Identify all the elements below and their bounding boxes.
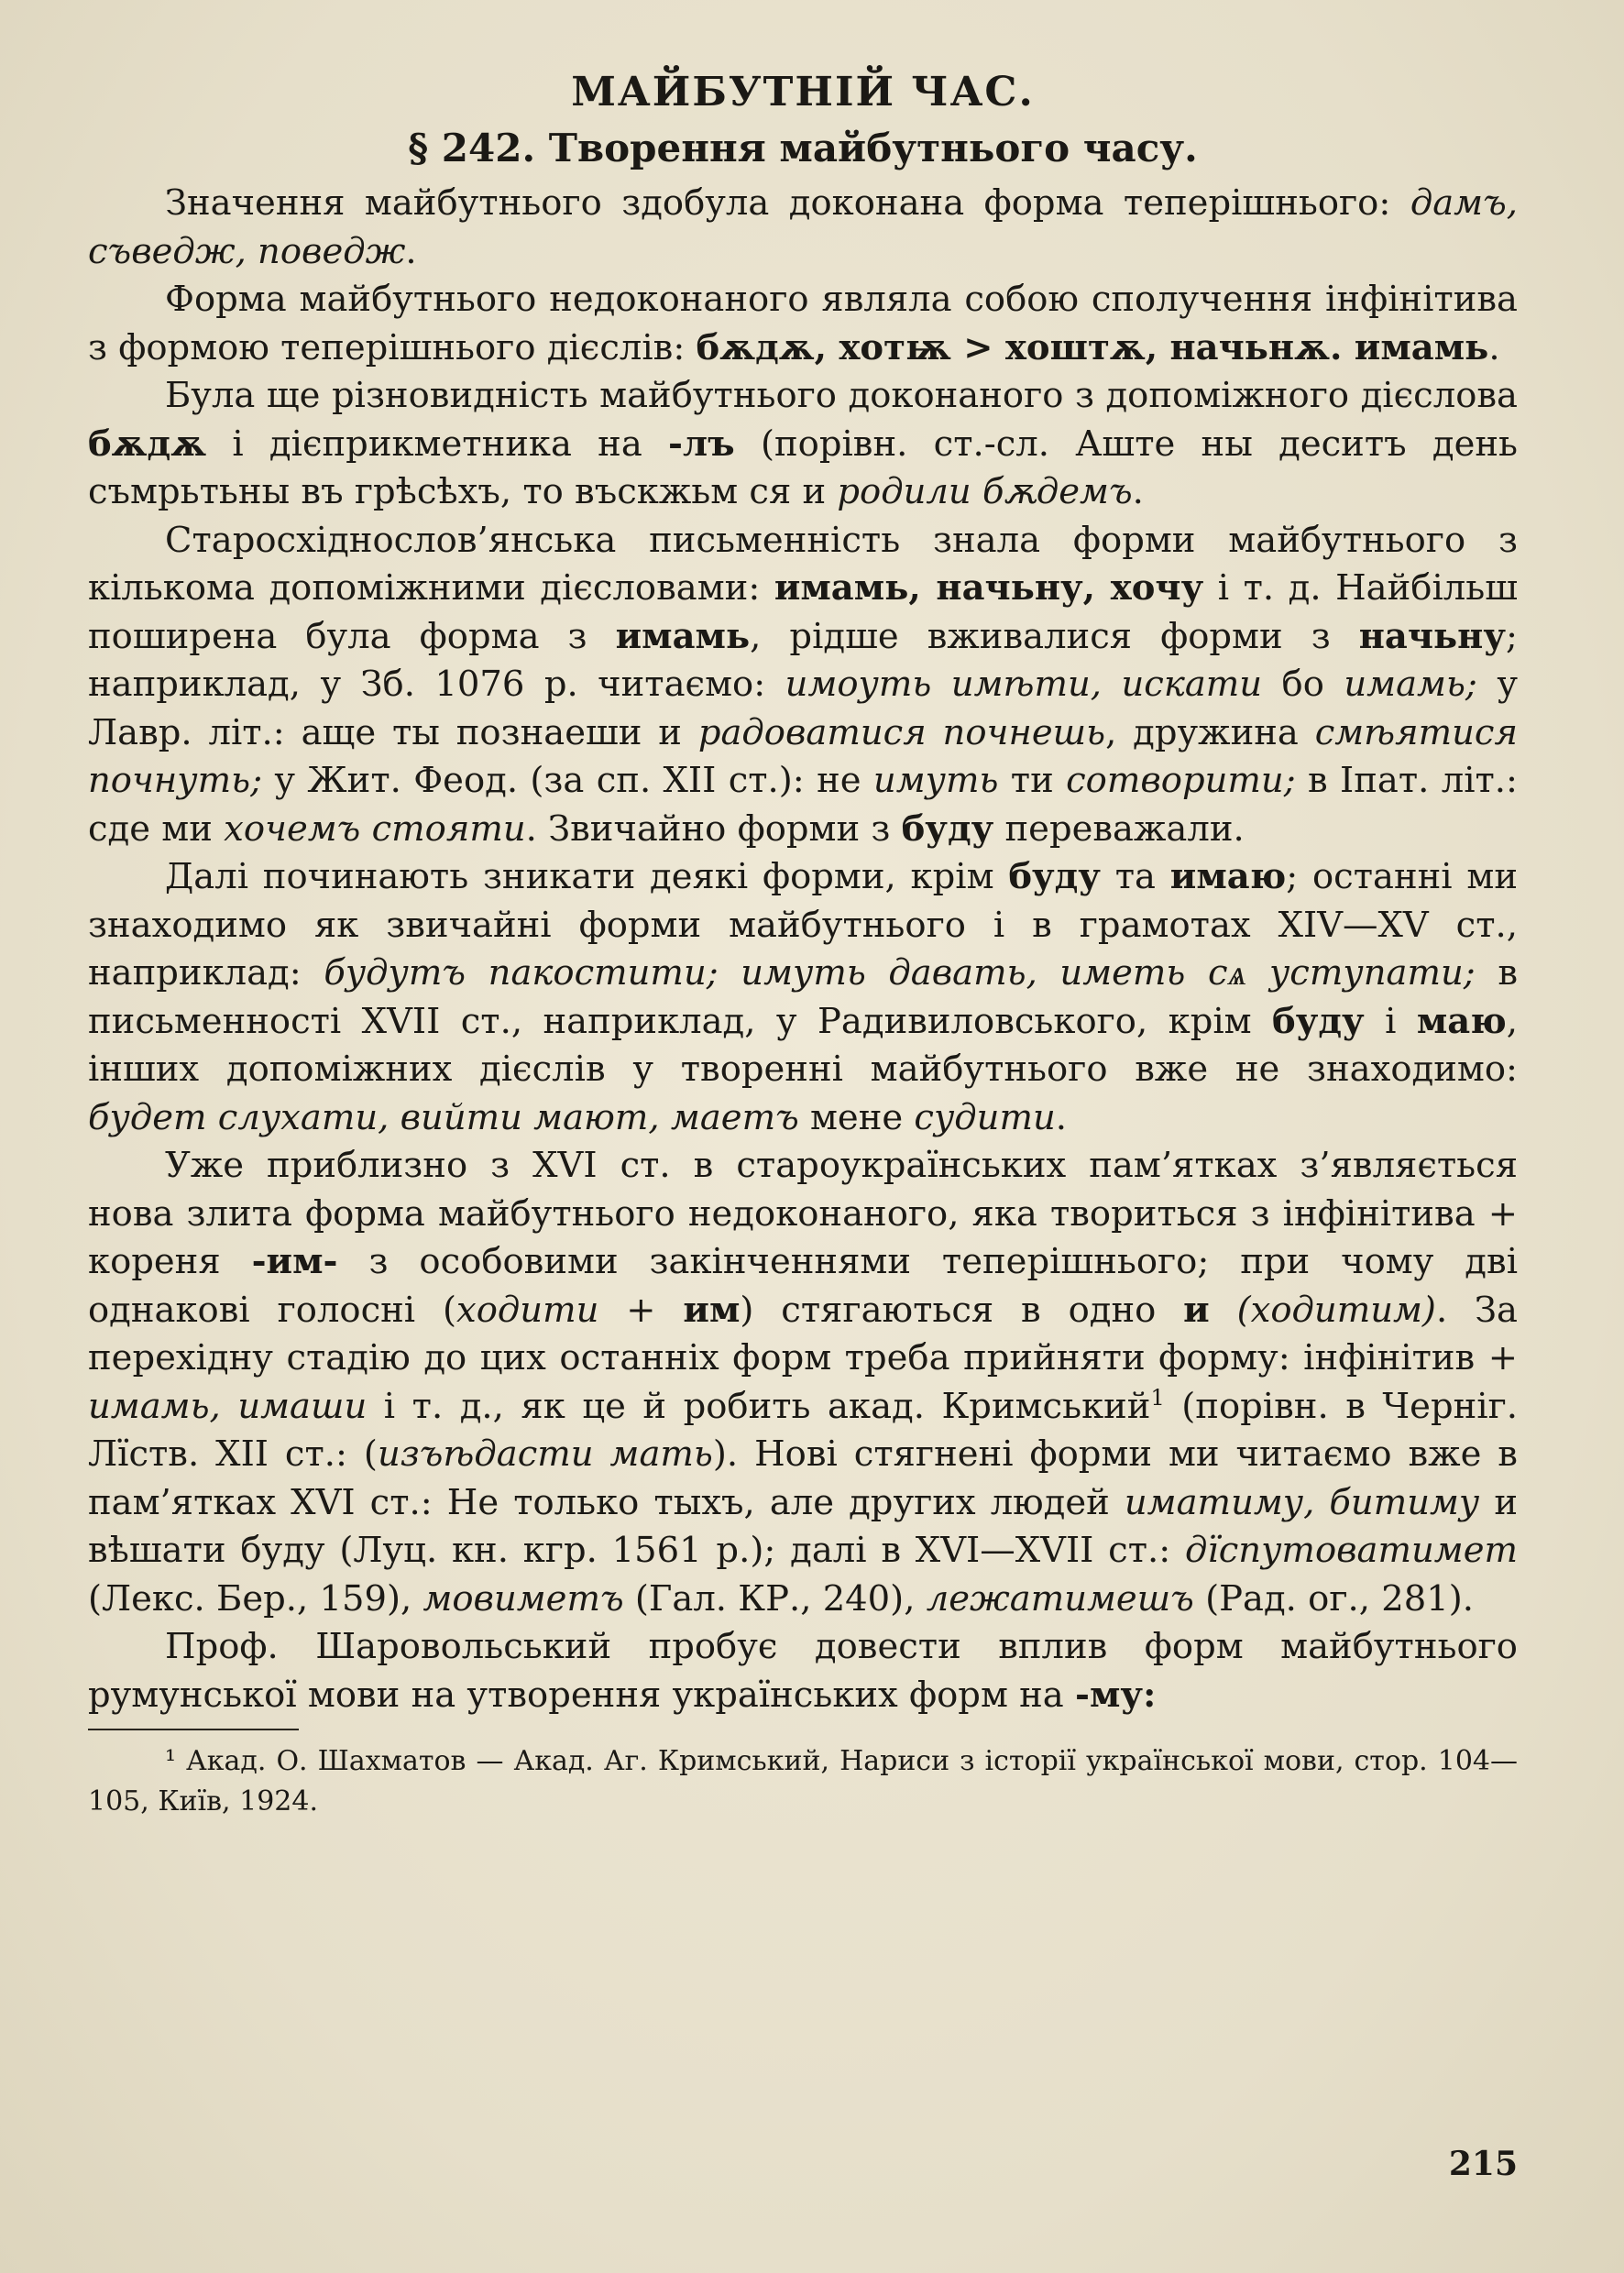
paragraph-4: Старосхіднослов’янська письменність знала форми майбутнього з кількома допоміжними дієсловами: имамь, начьну, хочу і т. д. Найбільш поширена була форма з имамь, рідше вживалися форми з начьну; наприклад, у Зб. 1076 р. читаємо: имоуть имѣти, искати бо имамь; у Лавр. літ.: аще ты познаеши и радоватися почнешь, дружина смѣятися почнуть; у Жит. Феод. (за сп. XII ст.): не имуть ти сотворити; в Іпат. літ.: сде ми хочемъ стояти. Звичайно форми з буду переважали. xyxy=(88,519,1519,850)
chapter-title: МАЙБУТНІЙ ЧАС. xyxy=(571,69,1035,115)
paragraph-1: Значення майбутнього здобула доконана форма теперішнього: дамъ, съведж, поведж. xyxy=(88,182,1518,272)
paragraph-5: Далі починають зникати деякі форми, крім буду та имаю; останні ми знаходимо як звичайні форми майбутнього і в грамотах XIV—XV ст., наприклад: будутъ пакостити; имуть давать, иметь сѧ уступати; в письменності XVII ст., наприклад, у Радивиловського, крім буду і маю, інших допоміжних дієслів у творенні майбутнього вже не знаходимо: будет слухати, вийти мают, маетъ мене судити. xyxy=(88,856,1518,1138)
footnote-marker[interactable]: 1 xyxy=(1150,1384,1165,1411)
paragraph-3: Була ще різновидність майбутнього доконаного з допоміжного дієслова бѫдѫ і дієприкметника на -лъ (порівн. ст.-сл. Аште ны деситъ день съмрьтьны въ грѣсѣхъ, то въскжьм ся и родили бѫдемъ. xyxy=(88,375,1518,512)
paragraph-2: Форма майбутнього недоконаного являла собою сполучення інфінітива з формою теперішнього дієслів: бѫдѫ, хотѭ > хоштѫ, начьнѫ. имамь. xyxy=(88,279,1518,368)
footnote xyxy=(88,1741,1518,1822)
footnote-divider xyxy=(88,1729,299,1730)
page-content xyxy=(88,64,1518,1822)
section-title: § 242. Творення майбутнього часу. xyxy=(408,126,1198,170)
paragraph-6: Уже приблизно з XVI ст. в староукраїнських пам’ятках з’являється нова злита форма майбутнього недоконаного, яка твориться з інфінітива + кореня -им- з особовими закінченнями теперішнього; при чому дві однакові голосні (ходити + им) стягаються в одно и (ходитим). За перехідну стадію до цих останніх форм треба прийняти форму: інфінітив + имамь, имаши і т. д., як це й робить акад. Кримський$^1$ (порівн. в Черніг. Лїств. XII ст.: (изъѣдасти мать). Нові стягнені форми ми читаємо вже в пам’ятках XVI ст.: Не только тыхъ, але других людей иматиму, битиму и вѣшати буду (Луц. кн. кгр. 1561 р.); далі в XVI—XVII ст.: дїспутоватимет (Лекс. Бер., 159), мовиметъ (Гал. КР., 240), лежатимешъ (Рад. ог., 281). xyxy=(88,1145,1519,1620)
page-number: 215 xyxy=(1448,2145,1518,2183)
paragraph-7: Проф. Шаровольський пробує довести вплив форм майбутнього румунської мови на утворення українських форм на -му: xyxy=(88,1626,1518,1716)
footnote-text: ¹ Акад. О. Шахматов — Акад. Аг. Кримський, Нариси з історії української мови, стор. 104—105, Київ, 1924. xyxy=(88,1745,1518,1817)
